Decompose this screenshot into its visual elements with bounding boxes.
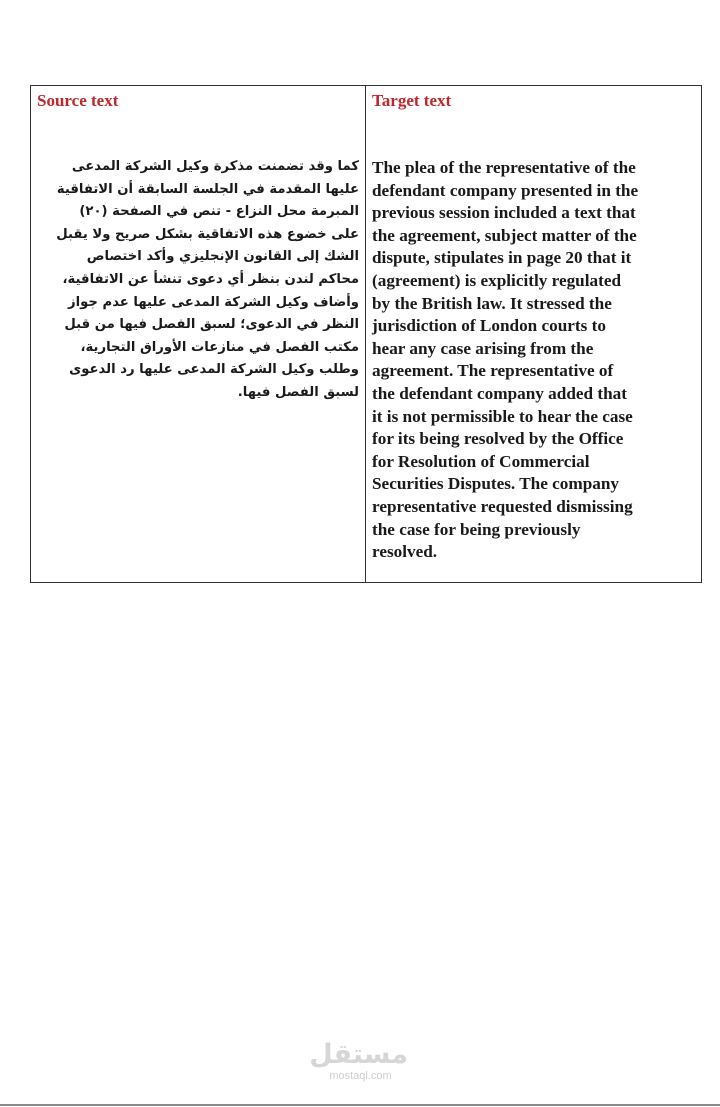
source-line: محاكم لندن بنظر أي دعوى تنشأ عن الاتفاقية، bbox=[62, 271, 359, 287]
source-line: الشك إلى القانون الإنجليزي وأكد اختصاص bbox=[86, 249, 359, 265]
target-line: previous session included a text that bbox=[372, 203, 636, 223]
target-column bbox=[366, 86, 701, 582]
target-header: Target text bbox=[372, 91, 452, 110]
source-line: على خضوع هذه الاتفاقية بشكل صريح ولا يقبل bbox=[56, 226, 359, 242]
target-line: (agreement) is explicitly regulated bbox=[372, 270, 622, 290]
target-line: it is not permissible to hear the case bbox=[372, 406, 633, 426]
target-line: Securities Disputes. The company bbox=[372, 474, 620, 494]
source-line: النظر في الدعوى؛ لسبق الفصل فيها من قبل bbox=[64, 317, 359, 333]
target-line: the defendant company added that bbox=[372, 383, 627, 403]
target-line: for Resolution of Commercial bbox=[372, 451, 590, 471]
source-line: المبرمة محل النزاع - تنص في الصفحة (٢٠) bbox=[79, 204, 359, 220]
target-line: by the British law. It stressed the bbox=[372, 293, 612, 313]
target-line: The plea of the representative of the bbox=[372, 158, 636, 177]
source-line: عليها المقدمة في الجلسة السابقة أن الاتفاقية bbox=[56, 181, 359, 197]
watermark-logo-mark: مستقل bbox=[309, 1039, 408, 1070]
source-line: كما وقد تضمنت مذكرة وكيل الشركة المدعى bbox=[71, 159, 359, 174]
bottom-divider bbox=[0, 1104, 720, 1106]
target-line: the agreement, subject matter of the bbox=[372, 225, 637, 245]
target-line: hear any case arising from the bbox=[372, 338, 594, 358]
target-line: for its being resolved by the Office bbox=[372, 429, 624, 449]
target-line: representative requested dismissing bbox=[372, 496, 633, 516]
target-line: the case for being previously bbox=[372, 519, 581, 539]
source-header: Source text bbox=[37, 91, 119, 110]
target-line: dispute, stipulates in page 20 that it bbox=[372, 248, 632, 268]
source-line: وطلب وكيل الشركة المدعى عليها رد الدعوى bbox=[69, 362, 359, 378]
watermark-domain: mostaql.com bbox=[329, 1070, 392, 1082]
translation-table bbox=[30, 85, 702, 583]
source-column bbox=[31, 86, 366, 582]
source-text bbox=[39, 156, 359, 405]
target-line: agreement. The representative of bbox=[372, 361, 614, 381]
source-line: وأضاف وكيل الشركة المدعى عليها عدم جواز bbox=[68, 294, 359, 310]
mostaql-watermark-logo bbox=[309, 1039, 408, 1082]
target-line: resolved. bbox=[372, 542, 438, 562]
target-line: jurisdiction of London courts to bbox=[372, 316, 606, 336]
target-line: defendant company presented in the bbox=[372, 180, 639, 200]
source-line: لسبق الفصل فيها. bbox=[237, 384, 359, 400]
source-line: مكتب الفصل في منازعات الأوراق التجارية، bbox=[80, 339, 359, 355]
target-text bbox=[372, 157, 697, 564]
